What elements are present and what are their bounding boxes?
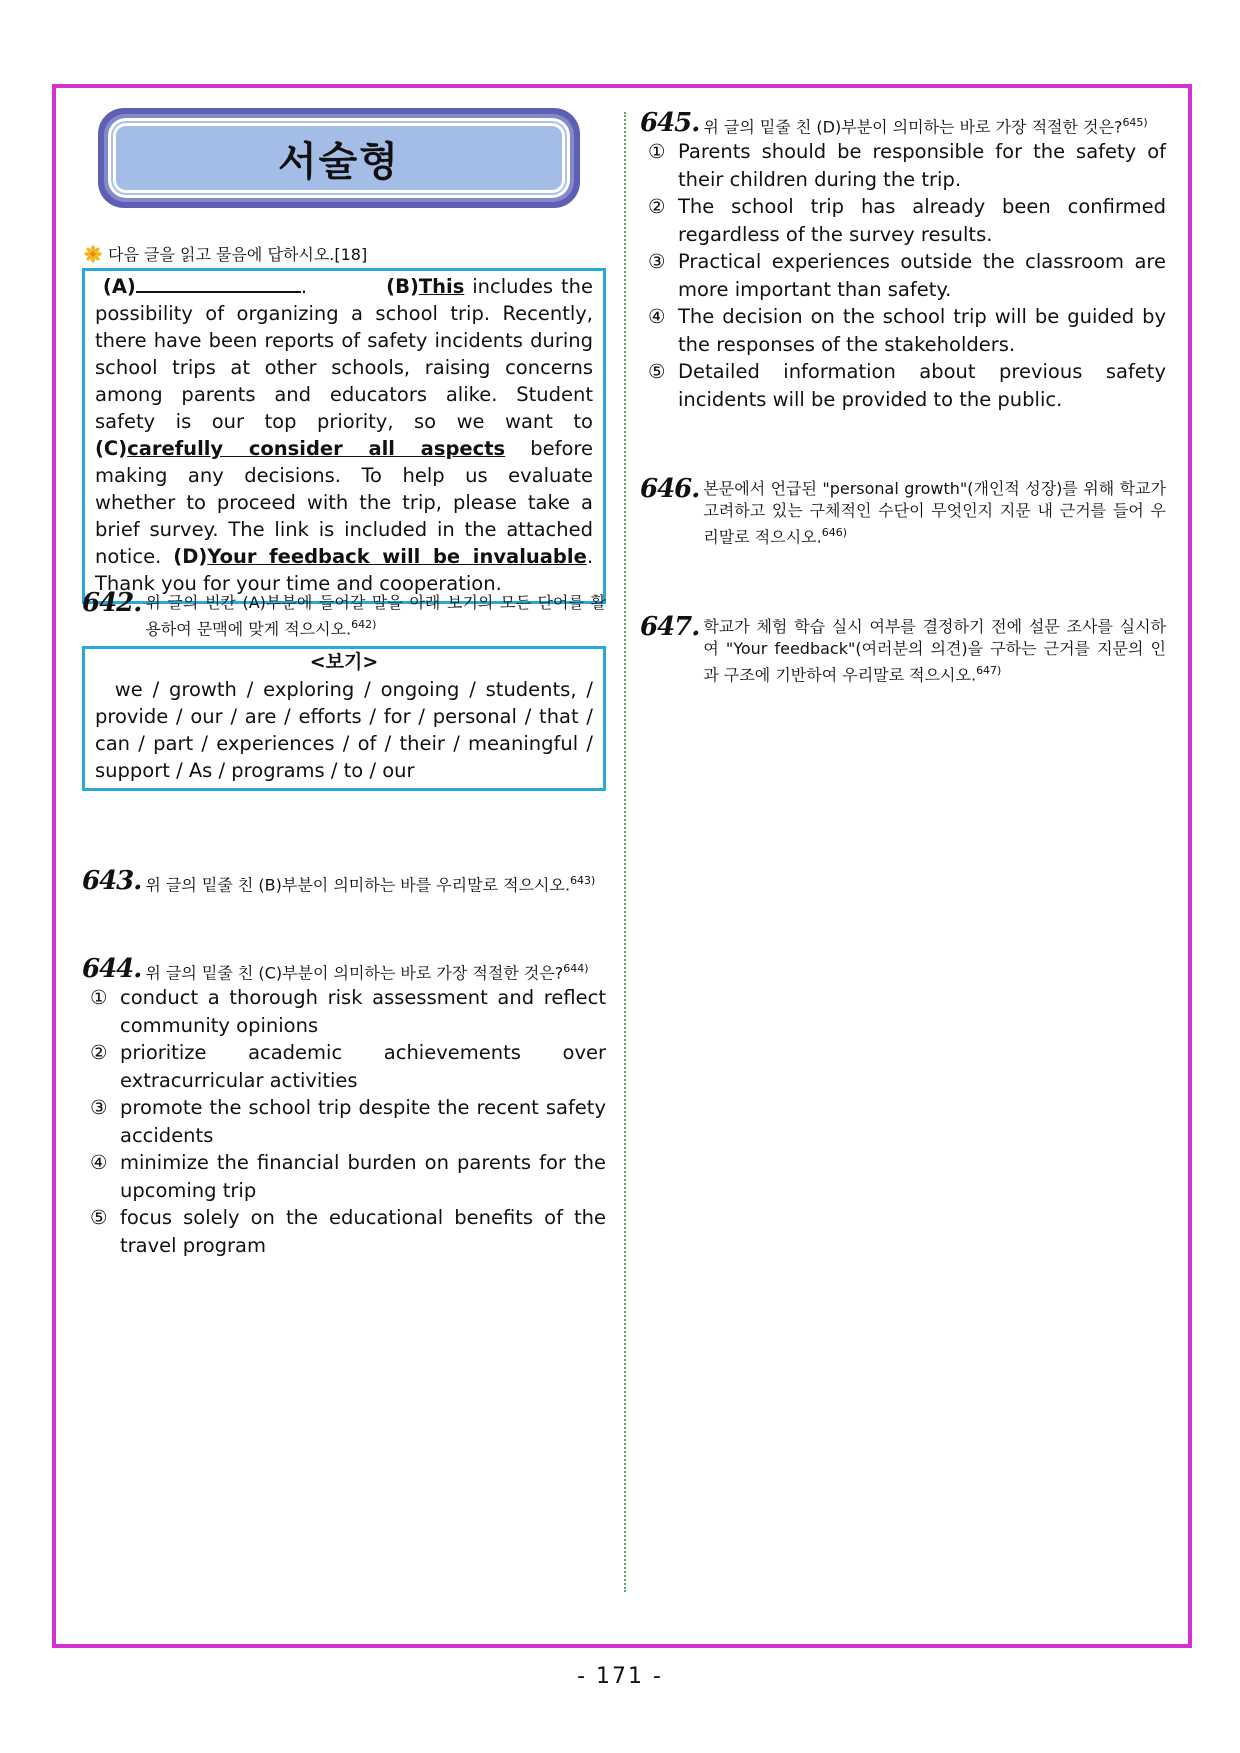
label-d: (D) (173, 545, 208, 568)
choice-1[interactable]: ① Parents should be responsible for the safety of their children during the trip. (648, 140, 1166, 191)
question-text: 위 글의 밑줄 친 (B)부분이 의미하는 바를 우리말로 적으시오. (145, 875, 571, 895)
question-number: 646. (640, 474, 700, 504)
question-number: 642. (82, 588, 142, 618)
footnote: 646) (821, 526, 847, 539)
question-text: 학교가 체험 학습 실시 여부를 결정하기 전에 설문 조사를 실시하여 "Your feedback"(여러분의 의견)을 구하는 근거를 지문의 인과 구조에 기반하여 우리말로 적으시오. (703, 617, 1166, 685)
bogi-words: we / growth / exploring / ongoing / students, / provide / our / are / efforts / for / personal / that / can / part / experiences / of / their / meaningful / support / As / programs / to / our (95, 678, 593, 782)
choice-5[interactable]: ⑤ focus solely on the educational benefits of the travel program (90, 1206, 606, 1257)
question-646 (640, 474, 1166, 548)
page-number: - 171 - (577, 1664, 663, 1689)
question-number: 643. (82, 866, 142, 896)
choice-1[interactable]: ① conduct a thorough risk assessment and reflect community opinions (90, 986, 606, 1037)
question-text: 위 글의 밑줄 친 (C)부분이 의미하는 바로 가장 적절한 것은? (145, 963, 564, 983)
section-title-banner (98, 108, 580, 208)
choice-3[interactable]: ③ promote the school trip despite the recent safety accidents (90, 1096, 606, 1147)
choice-list (640, 138, 1166, 413)
underlined-b: This (418, 275, 465, 298)
instruction-text: 다음 글을 읽고 물음에 답하시오.[18] (108, 245, 368, 264)
question-number: 645. (640, 108, 700, 138)
footnote: 643) (570, 874, 596, 887)
passage-text-2: before making any decisions. To help us evaluate whether to proceed with the trip, please take a brief survey. The link is included in the attached notice. (95, 437, 593, 568)
choice-5[interactable]: ⑤ Detailed information about previous safety incidents will be provided to the public. (648, 360, 1166, 411)
bogi-box (82, 646, 606, 791)
underlined-d: Your feedback will be invaluable (207, 545, 587, 568)
choice-4[interactable]: ④ minimize the financial burden on parents for the upcoming trip (90, 1151, 606, 1202)
question-645 (640, 108, 1166, 413)
footnote: 642) (351, 618, 377, 631)
footnote: 644) (563, 962, 589, 975)
choice-2[interactable]: ② prioritize academic achievements over extracurricular activities (90, 1041, 606, 1092)
question-text: 본문에서 언급된 "personal growth"(개인적 성장)를 위해 학교가 고려하고 있는 구체적인 수단이 무엇인지 지문 내 근거를 들어 우리말로 적으시오. (703, 479, 1166, 547)
question-643 (82, 866, 606, 896)
question-647 (640, 612, 1166, 686)
label-a: (A) (102, 275, 136, 298)
question-text: 위 글의 밑줄 친 (D)부분이 의미하는 바로 가장 적절한 것은? (703, 117, 1123, 137)
underlined-c: carefully consider all aspects (127, 437, 506, 460)
question-642 (82, 588, 606, 640)
blank-a (136, 273, 301, 293)
passage-text-1: includes the possibility of organizing a school trip. Recently, there have been reports of safety incidents during school trips at other schools, raising concerns among parents and educators alike. Student safety is our top priority, so we want to (95, 275, 593, 433)
choice-3[interactable]: ③ Practical experiences outside the classroom are more important than safety. (648, 250, 1166, 301)
label-b: (B) (386, 275, 419, 298)
instruction (84, 242, 367, 265)
question-644 (82, 954, 606, 1259)
passage-text-3: . Thank you for your time and cooperation. (95, 545, 594, 595)
footnote: 645) (1122, 116, 1148, 129)
reading-passage: (A) . (B)This includes the possibility of organizing a school trip. Recently, there have been reports of safety incidents during school trips at other schools, raising concerns among parents and educators alike. Student safety is our top priority, so we want to (C)carefully consider all aspects before making any decisions. To help us evaluate whether to proceed with the trip, please take a brief survey. The link is included in the attached notice. (D)Your feedback will be invaluable. Thank you for your time and cooperation. (82, 268, 606, 604)
question-text: 위 글의 빈칸 (A)부분에 들어갈 말을 아래 보기의 모든 단어를 활용하여 문맥에 맞게 적으시오. (145, 593, 606, 639)
question-number: 647. (640, 612, 700, 642)
label-c: (C) (95, 437, 128, 460)
choice-2[interactable]: ② The school trip has already been confirmed regardless of the survey results. (648, 195, 1166, 246)
flower-icon (84, 245, 102, 263)
column-divider (624, 112, 626, 1592)
choice-list (82, 984, 606, 1259)
question-number: 644. (82, 954, 142, 984)
bogi-title: <보기> (309, 651, 379, 673)
footnote: 647) (976, 664, 1002, 677)
section-title: 서술형 (278, 138, 400, 185)
choice-4[interactable]: ④ The decision on the school trip will be guided by the responses of the stakeholders. (648, 305, 1166, 356)
